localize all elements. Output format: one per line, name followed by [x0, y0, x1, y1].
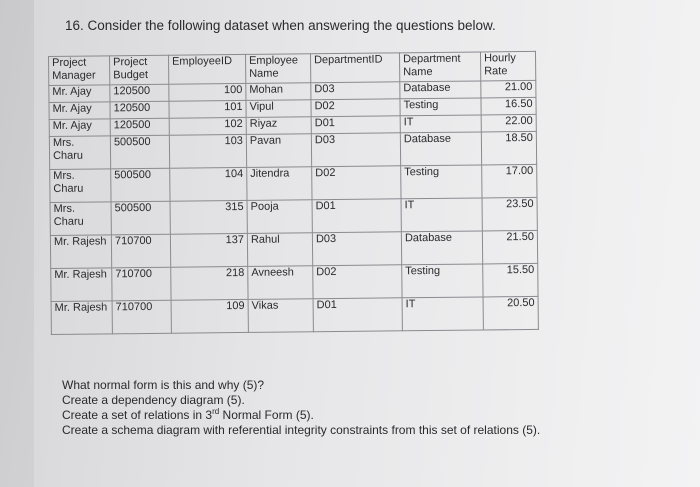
cell-project-budget: 500500	[111, 201, 170, 235]
cell-department-id: D02	[311, 99, 400, 117]
question-dependency-diagram: Create a dependency diagram (5).	[62, 393, 245, 407]
dataset-table	[48, 51, 539, 335]
cell-department-name: Testing	[402, 264, 483, 298]
cell-project-budget: 710700	[112, 267, 171, 301]
cell-project-budget: 120500	[110, 84, 169, 102]
cell-department-id: D03	[311, 82, 400, 100]
cell-employee-id: 101	[169, 100, 246, 118]
cell-department-name: IT	[401, 198, 482, 232]
cell-hourly-rate: 21.50	[482, 230, 537, 264]
cell-department-name: Database	[401, 231, 482, 265]
cell-department-name: IT	[402, 297, 483, 331]
question-title: 16. Consider the following dataset when answering the questions below.	[65, 18, 496, 33]
cell-hourly-rate: 21.00	[481, 80, 536, 98]
table-row	[50, 197, 537, 235]
questions-block	[62, 378, 540, 438]
cell-project-manager: Mr. Rajesh	[51, 268, 112, 302]
cell-employee-name: Pooja	[247, 200, 312, 234]
cell-department-id: D03	[311, 133, 400, 167]
cell-employee-name: Jitendra	[247, 167, 312, 201]
cell-hourly-rate: 22.00	[481, 114, 536, 132]
header-project-budget: Project Budget	[110, 55, 169, 85]
question-schema-diagram: Create a schema diagram with referential integrity constraints from this set of relations (5).	[62, 423, 541, 437]
cell-department-id: D02	[313, 265, 402, 299]
cell-hourly-rate: 23.50	[482, 197, 537, 231]
question-third-normal-form-start: Create a set of relations in 3	[62, 408, 213, 422]
cell-employee-id: 218	[171, 266, 248, 300]
cell-hourly-rate: 18.50	[481, 131, 536, 165]
cell-hourly-rate: 20.50	[483, 296, 538, 330]
cell-department-id: D02	[312, 166, 401, 200]
cell-employee-id: 137	[170, 233, 247, 267]
cell-hourly-rate: 16.50	[481, 97, 536, 115]
header-employee-id: EmployeeID	[168, 54, 245, 84]
cell-employee-id: 109	[171, 299, 248, 333]
cell-project-manager: Mrs. Charu	[50, 202, 111, 236]
cell-department-name: Database	[400, 132, 481, 166]
header-project-manager: Project Manager	[49, 56, 110, 86]
cell-department-id: D01	[312, 199, 401, 233]
cell-employee-name: Pavan	[246, 134, 311, 168]
cell-project-budget: 710700	[111, 234, 170, 268]
cell-project-manager: Mr. Rajesh	[51, 301, 112, 335]
ordinal-suffix: rd	[212, 407, 220, 416]
cell-project-budget: 500500	[111, 168, 170, 202]
cell-employee-name: Riyaz	[246, 117, 311, 135]
table-row	[51, 263, 538, 301]
cell-hourly-rate: 17.00	[482, 164, 537, 198]
table-row	[49, 131, 536, 169]
header-employee-name: Employee Name	[245, 54, 310, 84]
cell-employee-name: Avneesh	[248, 266, 313, 300]
question-third-normal-form	[62, 408, 540, 423]
cell-employee-id: 100	[169, 83, 246, 101]
header-department-name: Department Name	[399, 52, 480, 82]
cell-project-manager: Mr. Ajay	[49, 102, 110, 120]
cell-project-budget: 500500	[110, 135, 169, 169]
cell-project-manager: Mr. Ajay	[49, 119, 110, 137]
table-row	[50, 230, 537, 268]
cell-project-manager: Mr. Ajay	[49, 85, 110, 103]
table-row	[50, 164, 537, 202]
cell-employee-id: 315	[170, 200, 247, 234]
cell-project-budget: 120500	[110, 101, 169, 119]
header-department-id: DepartmentID	[310, 53, 399, 83]
question-third-normal-form-end: Normal Form (5).	[219, 408, 314, 422]
cell-department-name: Testing	[400, 98, 481, 116]
cell-project-manager: Mrs. Charu	[49, 136, 110, 170]
cell-employee-name: Vipul	[246, 100, 311, 118]
cell-project-manager: Mr. Rajesh	[50, 235, 111, 269]
cell-employee-id: 104	[170, 167, 247, 201]
cell-department-name: IT	[400, 115, 481, 133]
cell-department-id: D01	[313, 298, 402, 332]
cell-department-id: D03	[312, 232, 401, 266]
cell-employee-name: Vikas	[248, 299, 313, 333]
cell-project-budget: 120500	[110, 118, 169, 136]
cell-employee-id: 103	[169, 134, 246, 168]
question-normal-form: What normal form is this and why (5)?	[62, 378, 265, 392]
cell-department-id: D01	[311, 116, 400, 134]
cell-hourly-rate: 15.50	[483, 263, 538, 297]
cell-employee-id: 102	[169, 117, 246, 135]
cell-department-name: Database	[400, 81, 481, 99]
cell-employee-name: Mohan	[246, 83, 311, 101]
header-hourly-rate: Hourly Rate	[480, 51, 535, 81]
cell-department-name: Testing	[401, 165, 482, 199]
cell-project-manager: Mrs. Charu	[50, 169, 111, 203]
cell-project-budget: 710700	[112, 300, 171, 334]
table-row	[51, 296, 538, 334]
cell-employee-name: Rahul	[247, 233, 312, 267]
